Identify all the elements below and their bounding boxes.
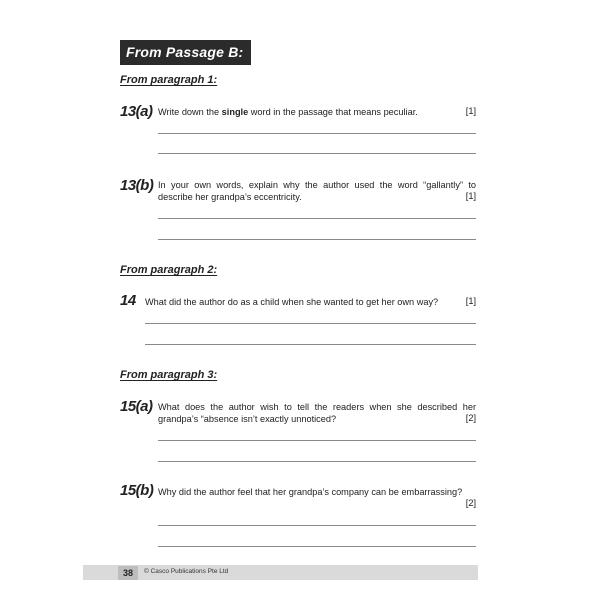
question-number: 15(a) [120, 398, 153, 415]
question-marks: [2] [465, 498, 476, 508]
section-heading-paragraph-1: From paragraph 1: [120, 74, 218, 86]
question-text: In your own words, explain why the author used the word “gallantly” to describe her grandpa’s eccentricity. [158, 180, 476, 202]
answer-line[interactable] [158, 239, 476, 240]
answer-line[interactable] [158, 218, 476, 219]
question-text-part: word in the passage that means peculiar. [248, 107, 418, 117]
question-number: 13(b) [120, 177, 154, 194]
question-text: Why did the author feel that her grandpa’s company can be embarrassing? [158, 487, 463, 497]
question-marks: [1] [465, 106, 476, 116]
section-heading-paragraph-2: From paragraph 2: [120, 264, 218, 276]
answer-line[interactable] [158, 440, 476, 441]
question-text: What does the author wish to tell the readers when she described her grandpa’s “absence isn’t exactly unnoticed? [158, 402, 476, 424]
footer-bar [83, 565, 478, 580]
answer-line[interactable] [158, 153, 476, 154]
question-marks: [1] [465, 191, 476, 201]
question-marks: [1] [465, 296, 476, 306]
question-text-emphasis: single [221, 107, 249, 117]
answer-line[interactable] [158, 546, 476, 547]
question-text: What did the author do as a child when she wanted to get her own way? [145, 297, 439, 307]
answer-line[interactable] [158, 525, 476, 526]
question-text [158, 106, 476, 118]
section-heading-paragraph-3: From paragraph 3: [120, 369, 218, 381]
answer-line[interactable] [158, 461, 476, 462]
question-number: 13(a) [120, 103, 153, 120]
question-marks: [2] [465, 413, 476, 423]
question-text-part: Write down the [158, 107, 222, 117]
question-number: 14 [120, 292, 136, 309]
passage-title: From Passage B: [120, 40, 251, 65]
page-number: 38 [118, 566, 138, 580]
answer-line[interactable] [158, 133, 476, 134]
answer-line[interactable] [145, 344, 476, 345]
answer-line[interactable] [145, 323, 476, 324]
copyright-text: © Casco Publications Pte Ltd [144, 568, 229, 575]
question-number: 15(b) [120, 482, 154, 499]
